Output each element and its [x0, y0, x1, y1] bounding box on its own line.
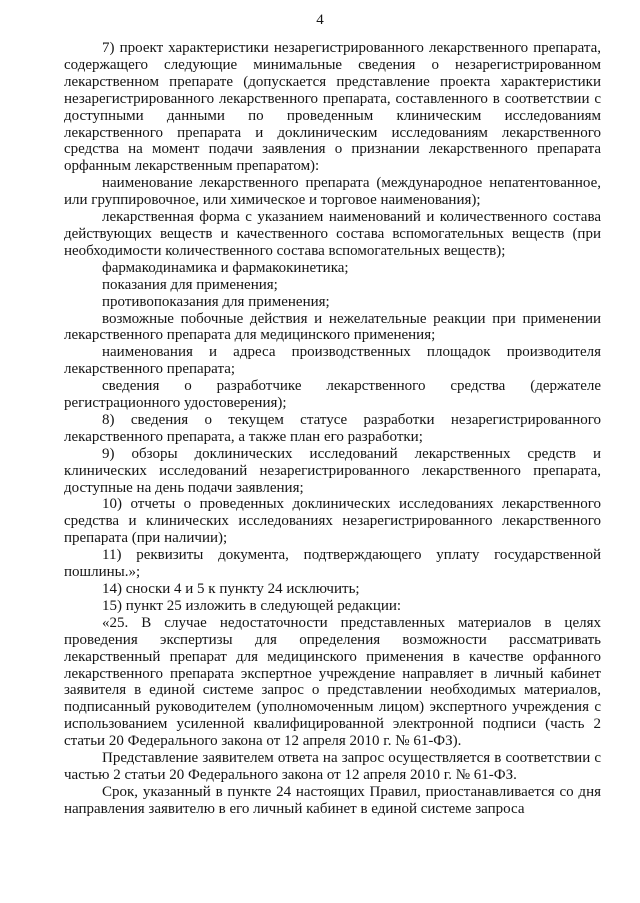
paragraph: Срок, указанный в пункте 24 настоящих Правил, приостанавливается со дня направления заявителю в его личный кабинет в единой системе запроса	[64, 783, 601, 817]
paragraph: Представление заявителем ответа на запрос осуществляется в соответствии с частью 2 статьи 20 Федерального закона от 12 апреля 2010 г. № 61-ФЗ.	[64, 750, 601, 783]
paragraph: наименование лекарственного препарата (международное непатентованное, или группировочное, или химическое и торговое наименования);	[64, 175, 601, 209]
paragraph: 14) сноски 4 и 5 к пункту 24 исключить;	[102, 581, 360, 597]
paragraph: 15) пункт 25 изложить в следующей редакции:	[102, 597, 402, 614]
paragraph: сведения о разработчике лекарственного средства (держателе регистрационного удостоверения);	[64, 378, 601, 412]
paragraph: 10) отчеты о проведенных доклинических исследованиях лекарственного средства и клинических исследованиях незарегистрированного лекарственного препарата (при наличии);	[64, 496, 601, 547]
paragraph: противопоказания для применения;	[102, 293, 330, 310]
paragraph: 8) сведения о текущем статусе разработки незарегистрированного лекарственного препарата, а также план его разработки;	[64, 411, 601, 445]
paragraph: наименования и адреса производственных площадок производителя лекарственного препарата;	[64, 344, 601, 378]
paragraph: 7) проект характеристики незарегистрированного лекарственного препарата, содержащего следующие минимальные сведения о незарегистрированном лекарственном препарате (допускается представление проекта характеристики незарегистрированного лекарственного препарата, составленного в соответствии с доступными данными по проведенным клиническим исследованиям лекарственного препарата и доклиническим исследованиям лекарственного средства на момент подачи заявления о признании лекарственного препарата орфанным лекарственным препаратом):	[64, 40, 601, 175]
body-text	[64, 40, 601, 818]
page-number: 4	[316, 12, 324, 28]
paragraph: «25. В случае недостаточности представленных материалов в целях проведения экспертизы для определения возможности рассматривать лекарственный препарат для медицинского применения в качестве орфанного лекарственного препарата экспертное учреждение направляет в личный кабинет заявителя в единой системе запрос о представлении необходимых материалов, подписанный руководителем (уполномоченным лицом) экспертного учреждения с использованием усиленной квалифицированной электронной подписи (часть 2 статьи 20 Федерального закона от 12 апреля 2010 г. № 61-ФЗ).	[64, 614, 601, 750]
paragraph: показания для применения;	[102, 276, 278, 293]
paragraph: возможные побочные действия и нежелательные реакции при применении лекарственного препарата для медицинского применения;	[64, 310, 601, 344]
paragraph: лекарственная форма с указанием наименований и количественного состава действующих веществ и качественного состава вспомогательных веществ (при необходимости количественного состава вспомогательных веществ);	[64, 209, 601, 259]
paragraph: 9) обзоры доклинических исследований лекарственных средств и клинических исследований незарегистрированного лекарственного препарата, доступные на день подачи заявления;	[64, 445, 601, 496]
paragraph: 11) реквизиты документа, подтверждающего уплату государственной пошлины.»;	[64, 547, 601, 581]
paragraph: фармакодинамика и фармакокинетика;	[102, 259, 349, 276]
